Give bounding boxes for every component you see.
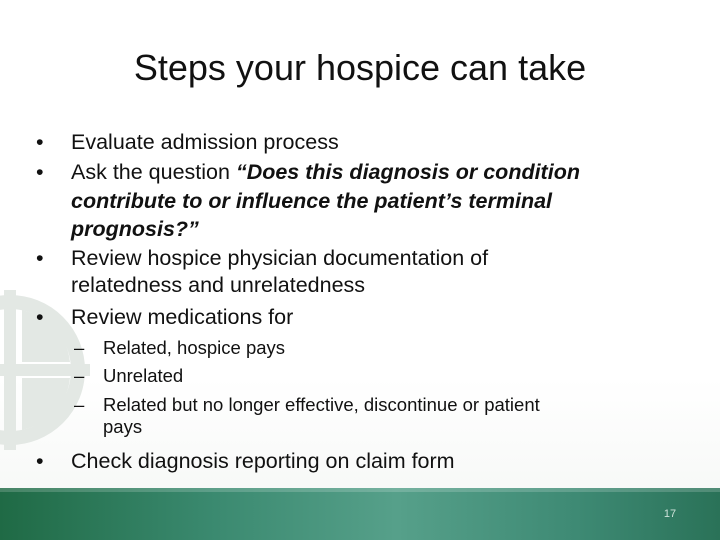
bullet-evaluate-admission (36, 129, 686, 155)
sub-bullet-related-no-longer-effective (74, 394, 674, 438)
question-italic-2: contribute to or influence the patient’s terminal (71, 189, 553, 213)
question-italic-1: “Does this diagnosis or condition (235, 160, 580, 184)
bullet-glyph: • (36, 160, 44, 184)
bullet-text-line-2: relatedness and unrelatedness (71, 273, 366, 297)
dash-glyph: – (74, 337, 85, 358)
sub-bullet-text-line-1: Related but no longer effective, discontinue or patient (103, 394, 540, 415)
dash-glyph: – (74, 365, 85, 386)
bullet-text: Evaluate admission process (71, 130, 339, 154)
bullet-review-documentation (36, 245, 686, 301)
bullet-glyph: • (36, 305, 44, 329)
sub-bullet-related-hospice-pays (74, 337, 674, 359)
bullet-text: Review medications for (71, 305, 294, 329)
bullet-glyph: • (36, 449, 44, 473)
slide-number: 17 (663, 508, 677, 520)
question-italic-3: prognosis?” (71, 217, 199, 241)
bullet-ask-question (36, 159, 686, 243)
bullet-text: Check diagnosis reporting on claim form (71, 449, 455, 473)
bullet-glyph: • (36, 130, 44, 154)
sub-bullet-text: Unrelated (103, 365, 184, 386)
bullet-text-line-1: Review hospice physician documentation of (71, 246, 489, 270)
sub-bullet-text-line-2: pays (103, 416, 143, 437)
bullet-glyph: • (36, 246, 44, 270)
slide-title: Steps your hospice can take (133, 47, 587, 88)
bullet-prefix: Ask the question (71, 160, 236, 184)
sub-bullet-unrelated (74, 365, 674, 387)
footer-bar (0, 488, 720, 540)
bullet-review-medications (36, 304, 686, 330)
bullet-check-diagnosis (36, 448, 686, 474)
sub-bullet-text: Related, hospice pays (103, 337, 286, 358)
dash-glyph: – (74, 394, 85, 415)
bullet-text-line-1 (71, 159, 580, 185)
